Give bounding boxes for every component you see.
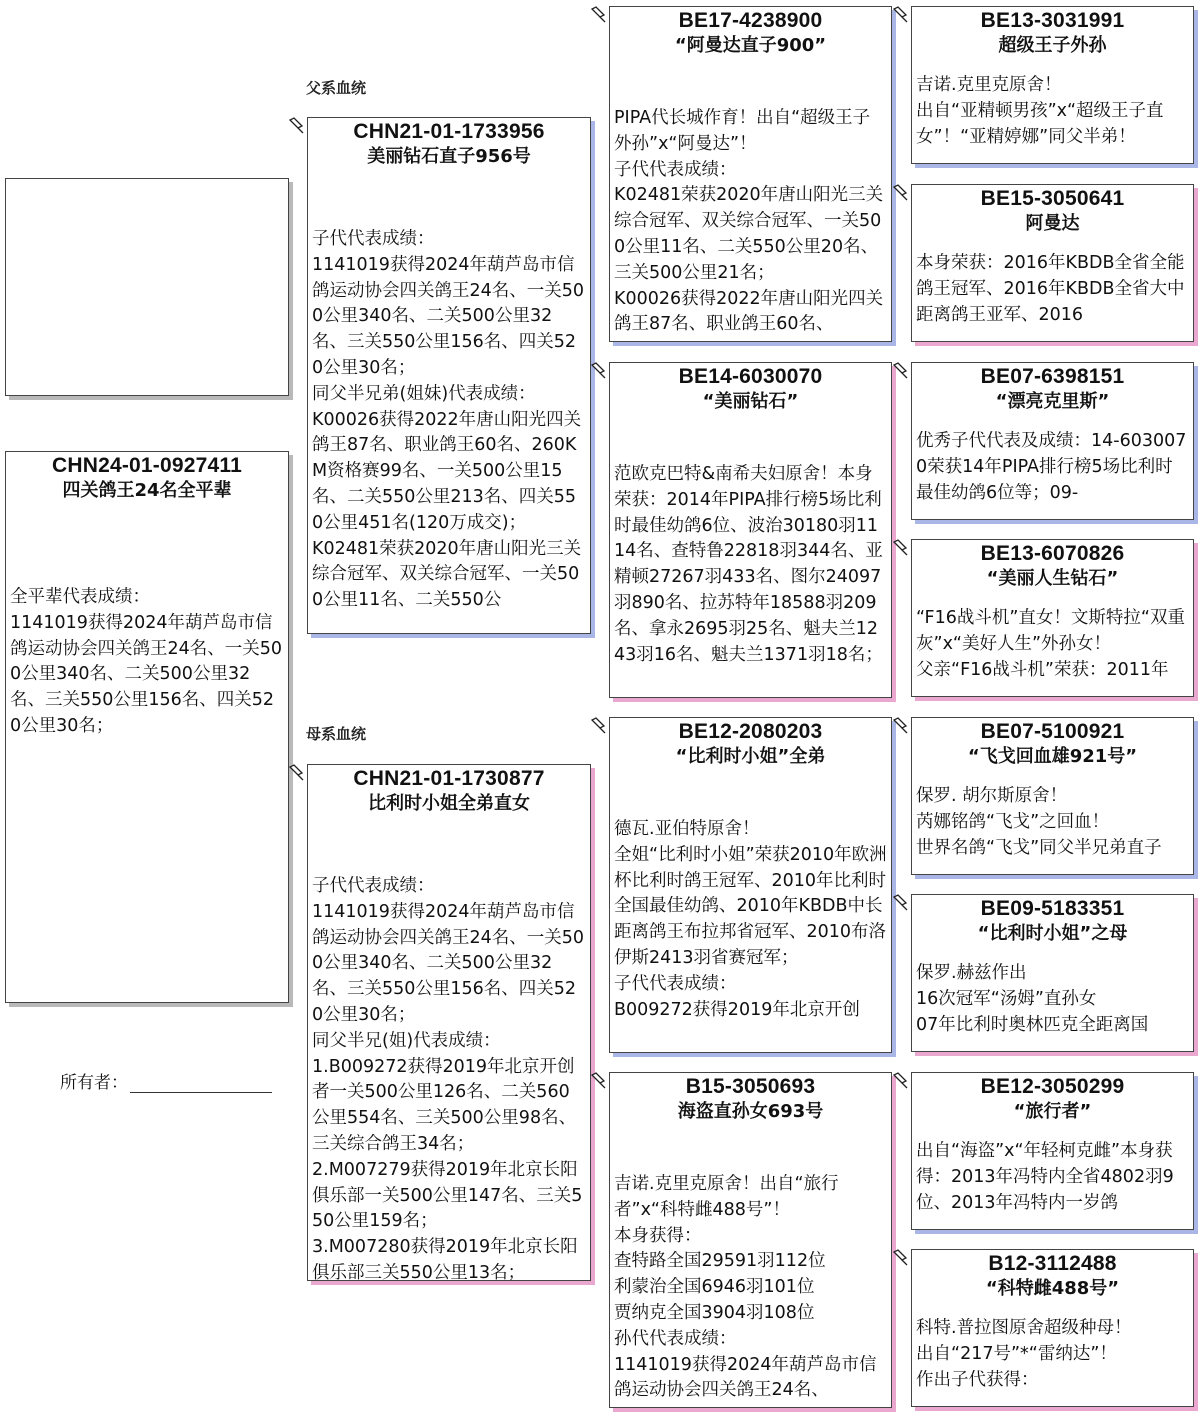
ancestor-5-name: “飞戈回血雄921号” — [967, 746, 1138, 767]
dam-card — [307, 764, 591, 1281]
pencil-icon — [288, 764, 306, 782]
grandsire-paternal-text: PIPA代长城作育！出自“超级王子外孙”x“阿曼达”！ 子代代表成绩： K02481荣获2020年唐山阳光三关综合冠军、双关综合冠军、一关500公里11名、二关550公里20名、三关500公里21名； K00026获得2022年唐山阳光四关鸽王87名、职业鸽王60名、 — [614, 108, 884, 335]
pencil-icon — [892, 1072, 910, 1090]
granddam-paternal-ring: BE14-6030070 — [678, 365, 823, 388]
ancestor-2-ring: BE15-3050641 — [980, 187, 1125, 210]
ancestor-7-ring: BE12-3050299 — [980, 1075, 1125, 1098]
granddam-maternal-name: 海盗直孙女693号 — [677, 1101, 824, 1122]
ancestor-6-ring: BE09-5183351 — [980, 897, 1125, 920]
ancestor-4-ring: BE13-6070826 — [980, 542, 1125, 565]
dam-name: 比利时小姐全弟直女 — [368, 793, 530, 814]
ancestor-1-text: 吉诺.克里克原舍！ 出自“亚精顿男孩”x“超级王子直女”！“亚精婷娜”同父半弟！ — [916, 75, 1164, 147]
sire-card — [307, 117, 591, 634]
sire-name: 美丽钻石直子956号 — [367, 146, 531, 167]
sire-ring: CHN21-01-1733956 — [353, 120, 545, 143]
pencil-icon — [590, 717, 608, 735]
ancestor-3-text: 优秀子代代表及成绩：14-6030070荣获14年PIPA排行榜5场比利时最佳幼鸽6位等；09- — [916, 431, 1187, 503]
dam-text: 子代代表成绩： 1141019获得2024年葫芦岛市信鸽运动协会四关鸽王24名、一关500公里340名、二关500公里32名、三关550公里156名、四关520公里30名； 同父半兄(姐)代表成绩： 1.B009272获得2019年北京开创者一关500公里126名、二关560公里554名、三关500公里98名、三关综合鸽王34名； 2.M007279获得2019年北京长阳俱乐部一关500公里147名、三关550公里159名； 3.M007280获得2019年北京长阳俱乐部三关550公里13名； — [312, 876, 585, 1281]
ancestor-7-text: 出自“海盗”x“年轻柯克雌”本身获得：2013年冯特内全省4802羽9位、2013年冯特内一岁鸽 — [916, 1141, 1174, 1213]
pencil-icon — [892, 362, 910, 380]
owner-field — [60, 1068, 272, 1093]
granddam-maternal-card — [609, 1072, 892, 1408]
ancestor-2-text: 本身荣获：2016年KBDB全省全能鸽王冠军、2016年KBDB全省大中距离鸽王亚军、2016 — [916, 253, 1185, 325]
ancestor-3-ring: BE07-6398151 — [980, 365, 1125, 388]
ancestor-6-name: “比利时小姐”之母 — [977, 923, 1128, 944]
subject-ring: CHN24-01-0927411 — [52, 454, 242, 477]
pencil-icon — [590, 6, 608, 24]
sire-line-label: 父系血统 — [306, 79, 367, 97]
ancestor-2-card — [911, 184, 1194, 342]
ancestor-1-name: 超级王子外孙 — [998, 35, 1107, 56]
owner-blank-line — [130, 1073, 272, 1093]
grandsire-maternal-card — [609, 717, 892, 1053]
grandsire-maternal-name: “比利时小姐”全弟 — [675, 746, 826, 767]
subject-name: 四关鸽王24名全平辈 — [62, 480, 232, 501]
ancestor-4-card — [911, 539, 1194, 697]
ancestor-6-card — [911, 894, 1194, 1052]
pencil-icon — [892, 539, 910, 557]
ancestor-3-card — [911, 362, 1194, 520]
ancestor-4-name: “美丽人生钻石” — [986, 568, 1119, 589]
pencil-icon — [892, 6, 910, 24]
photo-frame — [5, 178, 289, 396]
ancestor-3-name: “漂亮克里斯” — [995, 391, 1110, 412]
ancestor-5-text: 保罗. 胡尔斯原舍！ 芮娜铭鸽“飞戈”之回血！ 世界名鸽“飞戈”同父半兄弟直子 — [916, 786, 1162, 858]
ancestor-8-card — [911, 1249, 1194, 1407]
granddam-maternal-text: 吉诺.克里克原舍！出自“旅行者”x“科特雌488号”！ 本身获得： 查特路全国29591羽112位 利蒙治全国6946羽101位 贾纳克全国3904羽108位 孙代代表成绩： 1141019获得2024年葫芦岛市信鸽运动协会四关鸽王24名、 — [614, 1174, 877, 1401]
pencil-icon — [288, 117, 306, 135]
dam-ring: CHN21-01-1730877 — [353, 767, 545, 790]
subject-card — [5, 451, 289, 1003]
dam-line-label: 母系血统 — [306, 725, 367, 743]
pencil-icon — [590, 362, 608, 380]
grandsire-paternal-card — [609, 6, 892, 342]
sire-text: 子代代表成绩： 1141019获得2024年葫芦岛市信鸽运动协会四关鸽王24名、一关500公里340名、二关500公里32名、三关550公里156名、四关520公里30名； 同父半兄弟(姐妹)代表成绩： K00026获得2022年唐山阳光四关鸽王87名、职业鸽王60名、260KM资格赛99名、一关500公里15名、二关550公里213名、四关550公里451名(120万成交)； K02481荣获2020年唐山阳光三关综合冠军、双关综合冠军、一关500公里11名、二关550公 — [312, 229, 585, 611]
pencil-icon — [892, 184, 910, 202]
ancestor-6-text: 保罗.赫兹作出 16次冠军“汤姆”直孙女 07年比利时奥林匹克全距离国 — [916, 963, 1149, 1035]
granddam-maternal-ring: B15-3050693 — [685, 1075, 816, 1098]
grandsire-paternal-name: “阿曼达直子900” — [674, 35, 827, 56]
grandsire-maternal-text: 德瓦.亚伯特原舍！ 全姐“比利时小姐”荣获2010年欧洲杯比利时鸽王冠军、2010年比利时全国最佳幼鸽、2010年KBDB中长距离鸽王布拉邦省冠军、2010布洛伊斯2413羽省赛冠军； 子代代表成绩： B009272获得2019年北京开创 — [614, 819, 887, 1020]
grandsire-paternal-ring: BE17-4238900 — [678, 9, 823, 32]
ancestor-7-card — [911, 1072, 1194, 1230]
pencil-icon — [892, 717, 910, 735]
ancestor-2-name: 阿曼达 — [1025, 213, 1080, 234]
owner-label: 所有者： — [60, 1073, 128, 1093]
ancestor-8-name: “科特雌488号” — [985, 1278, 1120, 1299]
pencil-icon — [892, 894, 910, 912]
granddam-paternal-name: “美丽钻石” — [702, 391, 799, 412]
pencil-icon — [892, 1249, 910, 1267]
grandsire-maternal-ring: BE12-2080203 — [678, 720, 823, 743]
pencil-icon — [590, 1072, 608, 1090]
ancestor-7-name: “旅行者” — [1013, 1101, 1092, 1122]
ancestor-4-text: “F16战斗机”直女！文斯特拉“双重灰”x“美好人生”外孙女！ 父亲“F16战斗机”荣获：2011年 — [916, 608, 1185, 680]
ancestor-1-card — [911, 6, 1194, 164]
granddam-paternal-card — [609, 362, 892, 698]
ancestor-1-ring: BE13-3031991 — [980, 9, 1125, 32]
granddam-paternal-text: 范欧克巴特&南希夫妇原舍！本身荣获：2014年PIPA排行榜5场比利时最佳幼鸽6位、波治30180羽1114名、查特鲁22818羽344名、亚精顿27267羽433名、图尔24097羽890名、拉苏特年18588羽209名、拿永2695羽25名、魁夫兰1243羽16名、魁夫兰1371羽18名； — [614, 464, 883, 665]
subject-text: 全平辈代表成绩： 1141019获得2024年葫芦岛市信鸽运动协会四关鸽王24名、一关500公里340名、二关500公里32名、三关550公里156名、四关520公里30名； — [10, 587, 283, 736]
ancestor-8-text: 科特.普拉图原舍超级种母！ 出自“217号”*“雷纳达”！ 作出子代获得： — [916, 1318, 1132, 1390]
ancestor-5-ring: BE07-5100921 — [980, 720, 1125, 743]
ancestor-5-card — [911, 717, 1194, 875]
ancestor-8-ring: B12-3112488 — [988, 1252, 1117, 1275]
